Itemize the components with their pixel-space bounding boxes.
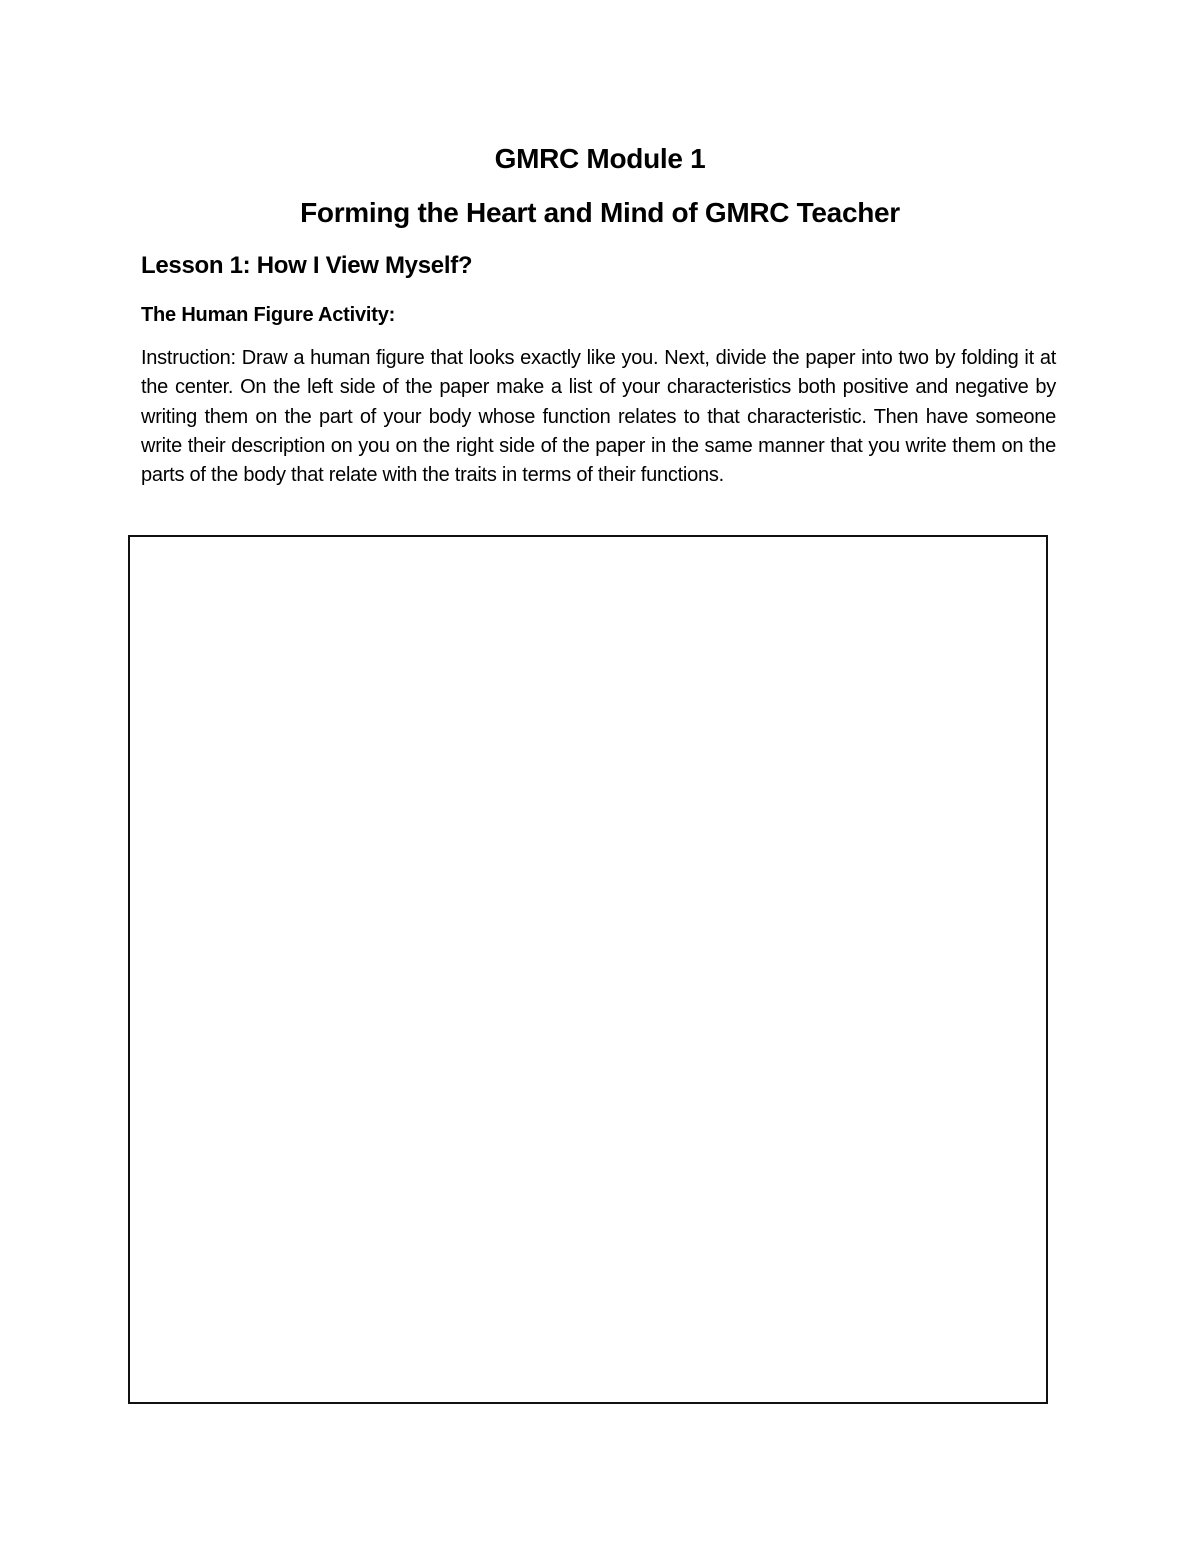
document-subtitle: Forming the Heart and Mind of GMRC Teacher — [300, 197, 900, 228]
instruction-paragraph: Instruction: Draw a human figure that looks exactly like you. Next, divide the paper into two by folding it at the center. On the left side of the paper make a list of your characteristics both positive and negative by writing them on the part of your body whose function relates to that characteristic. Then have someone write their description on you on the right side of the paper in the same manner that you write them on the parts of the body that relate with the traits in terms of their functions. — [141, 347, 1056, 487]
lesson-heading: Lesson 1: How I View Myself? — [141, 252, 473, 279]
drawing-area-box — [128, 535, 1048, 1404]
module-title: GMRC Module 1 — [494, 143, 706, 174]
activity-heading: The Human Figure Activity: — [141, 304, 396, 326]
